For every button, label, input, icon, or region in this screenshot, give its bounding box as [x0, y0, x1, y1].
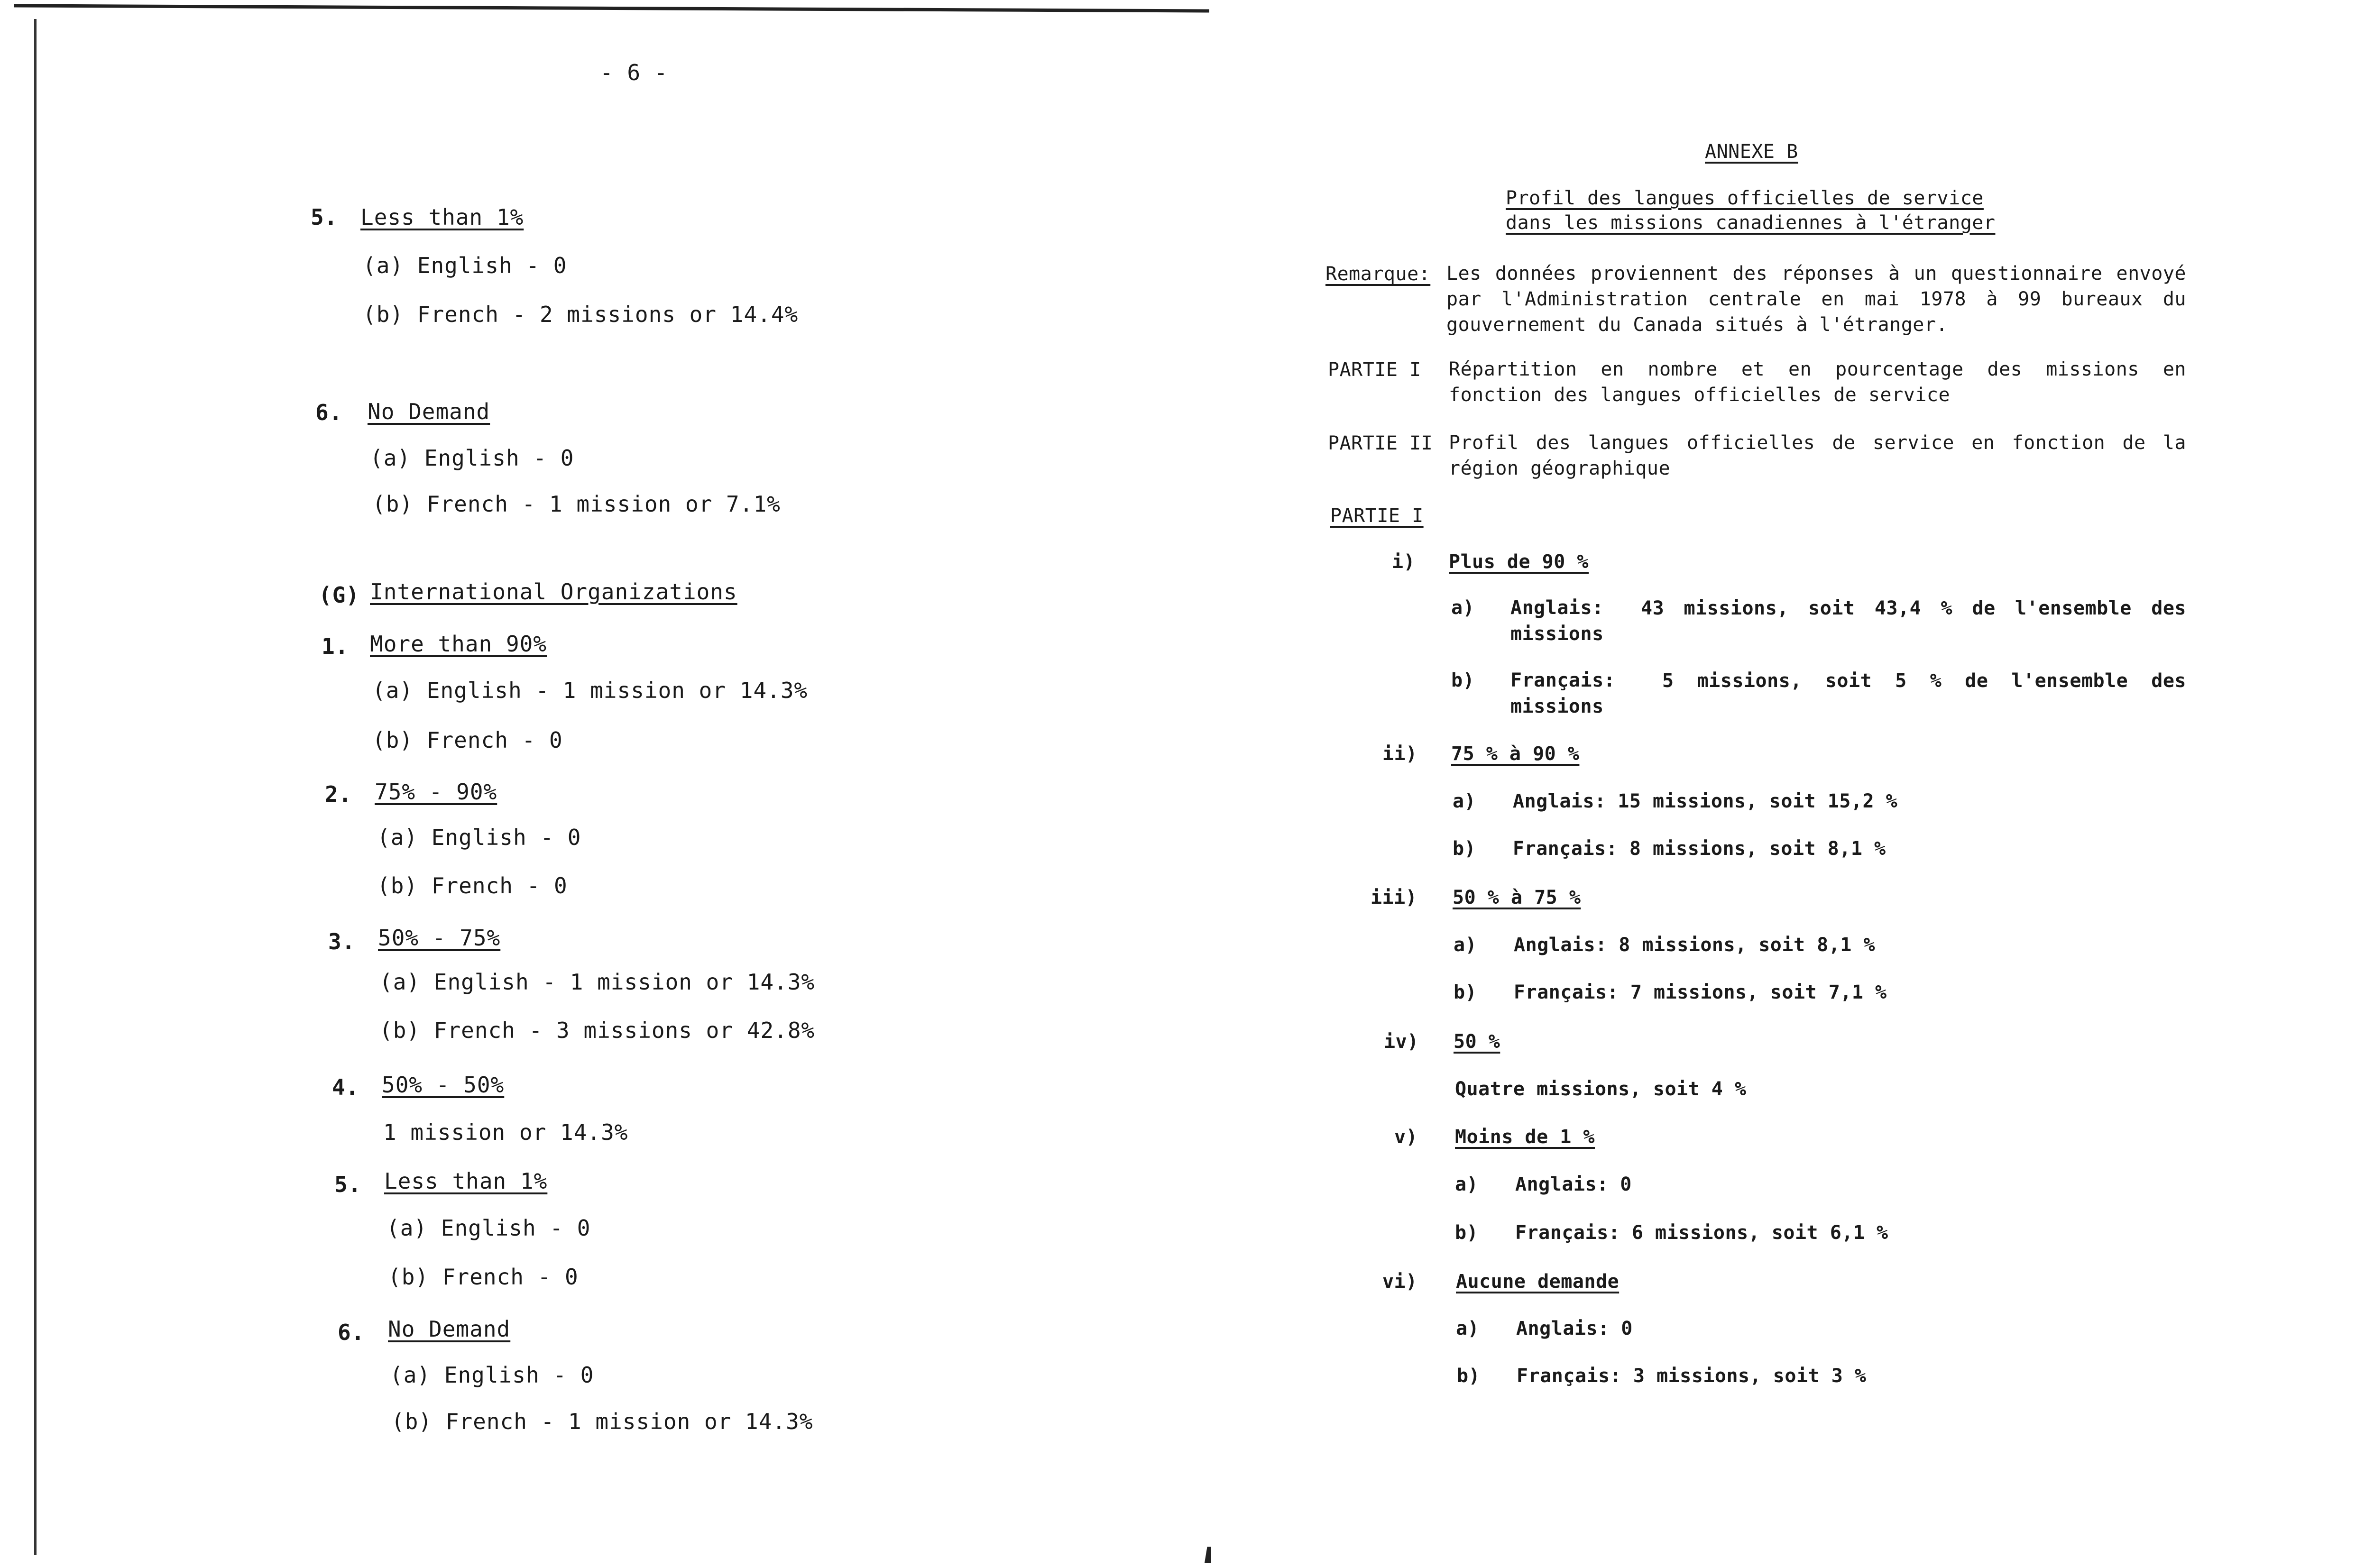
sub-item-label: a) — [1453, 790, 1476, 812]
sub-item: (a) English - 0 — [377, 825, 581, 850]
item-heading: 50% - 50% — [382, 1072, 505, 1098]
sub-item-text: Français: 3 missions, soit 3 % — [1517, 1365, 1867, 1387]
sub-item-label: a) — [1454, 934, 1477, 956]
sub-item-text: 43 missions, soit 43,4 % de l'ensemble des missions — [1510, 597, 2186, 645]
section-number: (G) — [319, 582, 360, 608]
part-1-heading: PARTIE I — [1330, 505, 1424, 527]
sub-item-label: a) — [1455, 1174, 1479, 1195]
roman-item-number: ii) — [1382, 743, 1417, 765]
sub-item: (b) French - 3 missions or 42.8% — [379, 1018, 815, 1043]
item-number: 3. — [328, 929, 356, 954]
part-2-description: Profil des langues officielles de service en fonction de la région géographique — [1449, 432, 2186, 479]
sub-item-text: Français: 6 missions, soit 6,1 % — [1515, 1222, 1888, 1244]
sub-item-label: a) — [1456, 1318, 1480, 1339]
section-heading: International Organizations — [370, 579, 737, 605]
sub-item: (b) French - 1 mission or 14.3% — [391, 1409, 813, 1434]
roman-item-heading: Aucune demande — [1456, 1271, 1620, 1293]
item-heading: 50% - 75% — [378, 925, 501, 951]
annex-title-line-1: Profil des langues officielles de service — [1506, 187, 1984, 209]
sub-item: (a) English - 1 mission or 14.3% — [372, 678, 808, 703]
sub-item: (b) French - 2 missions or 14.4% — [363, 302, 799, 327]
roman-item-heading: Plus de 90 % — [1449, 551, 1589, 573]
sub-item-text: Français: 7 missions, soit 7,1 % — [1514, 981, 1887, 1003]
item-number: 6. — [338, 1320, 365, 1345]
sub-item-text: 5 missions, soit 5 % de l'ensemble des missions — [1510, 670, 2186, 717]
sub-item-text: Anglais: 15 missions, soit 15,2 % — [1513, 790, 1898, 812]
scan-artifact-mark — [1205, 1547, 1211, 1563]
sub-item-label: b) — [1457, 1365, 1481, 1387]
item-heading: 75% - 90% — [375, 779, 497, 805]
sub-item: (b) French - 0 — [372, 727, 563, 753]
sub-item-text: Anglais: 0 — [1515, 1174, 1632, 1195]
item-number: 6. — [315, 400, 343, 425]
sub-item-label: a) — [1451, 597, 1475, 619]
item-heading: Less than 1% — [384, 1168, 548, 1194]
item-heading: More than 90% — [370, 631, 547, 657]
sub-item: (b) French - 1 mission or 7.1% — [372, 491, 781, 517]
remark-text: Les données proviennent des réponses à un questionnaire envoyé par l'Administration centrale en mai 1978 à 99 bureaux du gouvernement du Canada situés à l'étranger. — [1446, 263, 2186, 336]
sub-item: (b) French - 0 — [388, 1264, 579, 1290]
scan-edge-left — [34, 19, 37, 1555]
annex-heading: ANNEXE B — [1705, 141, 1798, 163]
part-1-description: Répartition en nombre et en pourcentage des missions en fonction des langues officielles de service — [1449, 358, 2186, 406]
item-number: 4. — [332, 1074, 359, 1100]
sub-item-text: Anglais: 0 — [1516, 1318, 1633, 1339]
item-number: 5. — [311, 204, 338, 230]
sub-item-label: b) — [1453, 838, 1476, 860]
sub-item-label: b) — [1454, 981, 1477, 1003]
roman-item-number: iii) — [1371, 887, 1417, 908]
roman-item-heading: 50 % à 75 % — [1453, 887, 1581, 908]
part-2-label: PARTIE II — [1328, 432, 1433, 454]
sub-item-label: b) — [1451, 669, 1475, 691]
roman-item-number: v) — [1394, 1126, 1418, 1148]
annex-title-line-2: dans les missions canadiennes à l'étranger — [1506, 212, 1996, 234]
item-number: 1. — [322, 633, 349, 659]
item-heading: No Demand — [368, 399, 490, 424]
sub-item-text: Français: 8 missions, soit 8,1 % — [1513, 838, 1886, 860]
roman-item-heading: 75 % à 90 % — [1451, 743, 1580, 765]
sub-item-language: Anglais: — [1510, 597, 1604, 619]
item-heading: Less than 1% — [360, 204, 524, 230]
remark-label: Remarque: — [1325, 263, 1431, 285]
sub-item-text: Anglais: 8 missions, soit 8,1 % — [1514, 934, 1876, 956]
roman-item-heading: Moins de 1 % — [1455, 1126, 1595, 1148]
part-1-label: PARTIE I — [1328, 359, 1421, 381]
scan-edge-top — [14, 4, 1209, 13]
roman-item-heading: 50 % — [1454, 1031, 1500, 1053]
sub-item: (a) English - 0 — [363, 253, 567, 278]
item-number: 5. — [334, 1172, 362, 1197]
roman-item-number: vi) — [1382, 1271, 1417, 1293]
item-number: 2. — [325, 781, 352, 807]
item-heading: No Demand — [388, 1316, 511, 1342]
sub-item: (a) English - 0 — [390, 1362, 594, 1388]
roman-item-number: iv) — [1384, 1031, 1419, 1053]
sub-item: (b) French - 0 — [377, 873, 568, 899]
sub-item-text: Quatre missions, soit 4 % — [1455, 1078, 1747, 1100]
sub-item: 1 mission or 14.3% — [383, 1119, 628, 1145]
sub-item: (a) English - 1 mission or 14.3% — [379, 969, 815, 995]
sub-item: (a) English - 0 — [386, 1215, 591, 1241]
sub-item-language: Français: — [1510, 669, 1616, 691]
sub-item-label: b) — [1455, 1222, 1479, 1244]
page-number: - 6 - — [600, 60, 668, 85]
roman-item-number: i) — [1392, 551, 1416, 573]
sub-item: (a) English - 0 — [370, 445, 574, 471]
